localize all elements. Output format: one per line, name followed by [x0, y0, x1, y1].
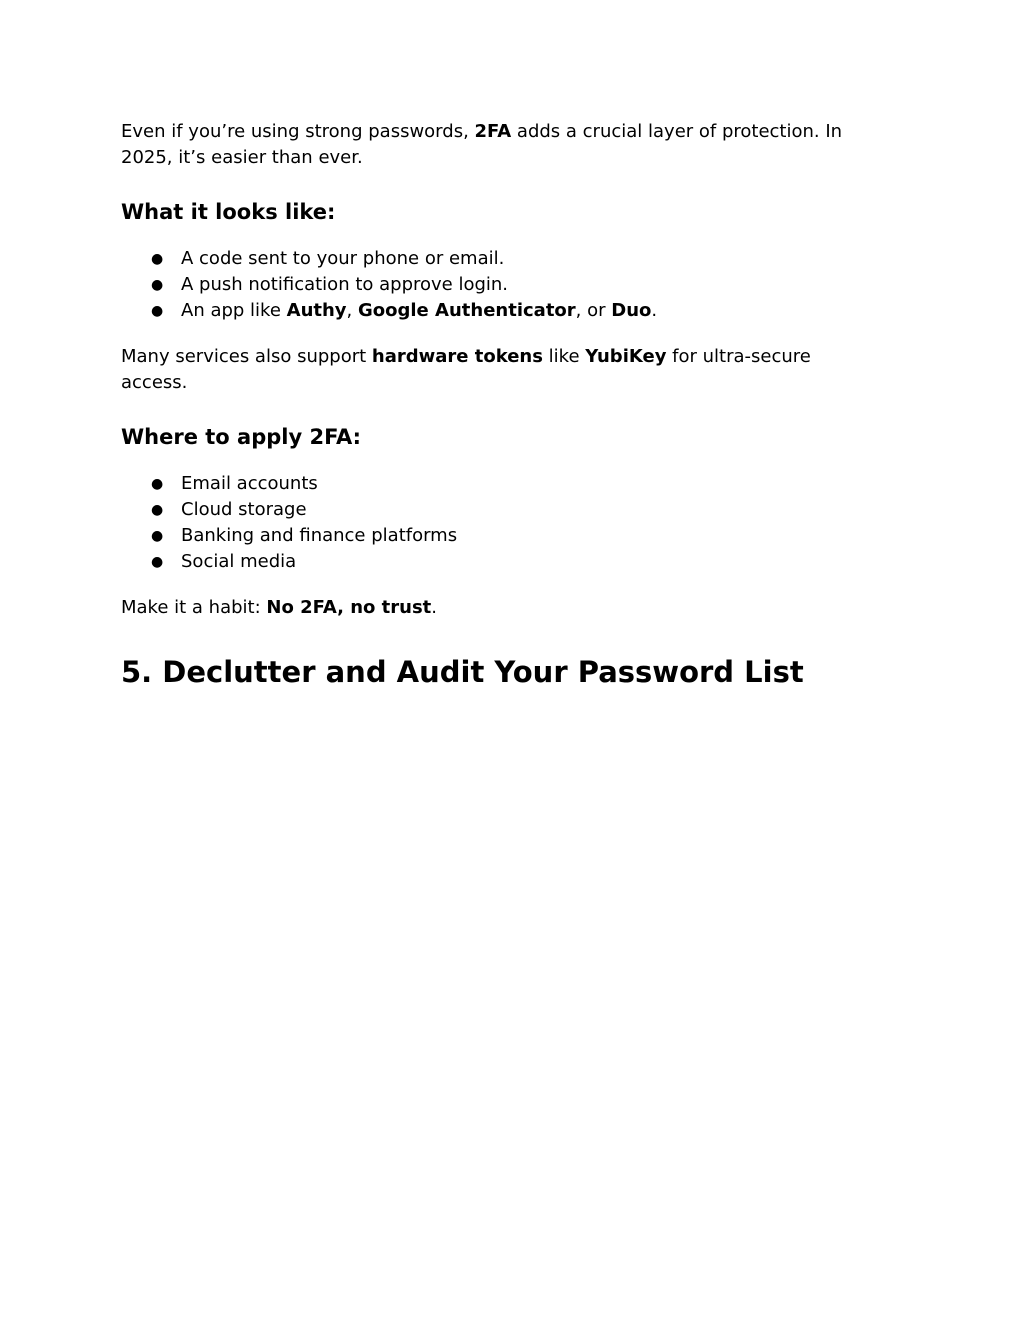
app-name-duo: Duo [611, 300, 652, 321]
list-item-text: Cloud storage [181, 499, 307, 520]
hardware-tokens-bold: hardware tokens [371, 346, 543, 367]
app-name-google-authenticator: Google Authenticator [358, 300, 576, 321]
habit-text-end: . [431, 597, 438, 618]
bullet-icon: ● [151, 303, 164, 319]
list-item-text: A code sent to your phone or email. [181, 248, 505, 269]
bullet-icon: ● [151, 502, 164, 518]
section-heading: 5. Declutter and Audit Your Password List [121, 655, 804, 689]
what-it-looks-like-list [121, 246, 881, 324]
habit-paragraph [121, 595, 881, 621]
bullet-icon: ● [151, 554, 164, 570]
list-item-separator: , [346, 300, 358, 321]
app-name-authy: Authy [286, 300, 347, 321]
yubikey-bold: YubiKey [585, 346, 667, 367]
list-item [121, 523, 881, 549]
document-body [121, 119, 881, 691]
habit-text-start: Make it a habit: [121, 597, 267, 618]
list-item-separator: , or [575, 300, 612, 321]
where-to-apply-heading: Where to apply 2FA: [121, 425, 362, 449]
bullet-icon: ● [151, 528, 164, 544]
bullet-icon: ● [151, 251, 164, 267]
intro-paragraph [121, 119, 881, 171]
hardware-tokens-paragraph [121, 344, 881, 396]
list-item [121, 298, 881, 324]
where-to-apply-list [121, 471, 881, 575]
intro-text-start: Even if you’re using strong passwords, [121, 121, 475, 142]
what-it-looks-like-heading: What it looks like: [121, 200, 336, 224]
list-item [121, 272, 881, 298]
hardware-text-start: Many services also support [121, 346, 372, 367]
bullet-icon: ● [151, 277, 164, 293]
list-item-text: Banking and finance platforms [181, 525, 458, 546]
hardware-text-end: for ultra-secure access. [121, 346, 811, 393]
list-item [121, 246, 881, 272]
list-item-period: . [651, 300, 658, 321]
list-item-text: A push notification to approve login. [181, 274, 509, 295]
bullet-icon: ● [151, 476, 164, 492]
intro-bold-2fa: 2FA [474, 121, 512, 142]
list-item [121, 549, 881, 575]
habit-bold: No 2FA, no trust [266, 597, 432, 618]
list-item [121, 471, 881, 497]
intro-text-end: adds a crucial layer of protection. In 2025, it’s easier than ever. [121, 121, 843, 168]
list-item-text: An app like [181, 300, 287, 321]
list-item-text: Email accounts [181, 473, 318, 494]
hardware-text-middle: like [542, 346, 586, 367]
list-item-text: Social media [181, 551, 297, 572]
list-item [121, 497, 881, 523]
